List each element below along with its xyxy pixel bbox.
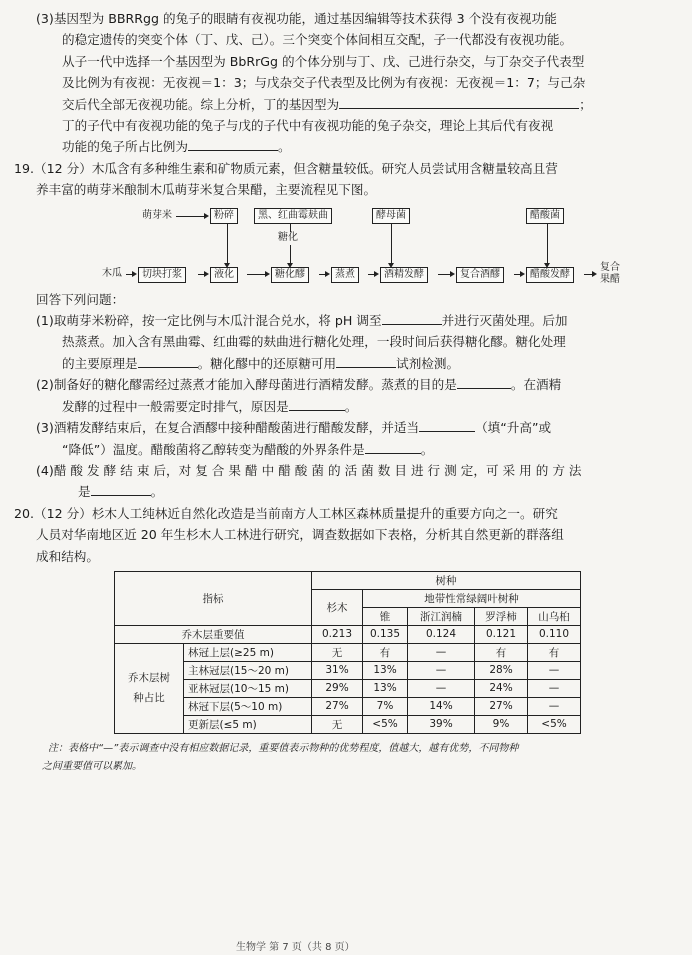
table-row [115,679,581,697]
table-cell: 无 [312,715,363,733]
text-segment: 。 [150,484,164,500]
table-row [115,625,581,643]
answer-blank[interactable] [339,96,579,109]
table-cell: 39% [408,715,475,733]
question-header: 19.（12 分）木瓜含有多种维生素和矿物质元素，但含糖量较低。研究人员尝试用含糖量较高且营 [14,160,558,176]
flow-box-liquefy: 液化 [210,267,238,283]
text-line [14,353,682,374]
text-segment: 发酵的过程中一般需要定时排气，原因是 [62,398,289,414]
flow-box-saccharified-mash: 糖化醪 [271,267,309,283]
answer-blank[interactable] [289,398,345,411]
text-segment: 。在酒精 [510,377,562,393]
table-cell: 29% [312,679,363,697]
survey-data-table [114,571,581,734]
text-line: 交后代全部无夜视功能。综上分析，丁的基因型为 ； [62,96,592,112]
sub-question-4: (4)醋 酸 发 酵 结 束 后，对 复 合 果 醋 中 醋 酸 菌 的 活 菌 数 目 进 行 测 定，可 采 用 的 方 法 [36,462,582,478]
species-header: 锥 [363,607,408,625]
flow-arrow [391,224,392,264]
flow-box-koji: 黑、红曲霉麸曲 [254,208,332,224]
answer-blank[interactable] [419,419,475,432]
question-header: 20.（12 分）杉木人工纯林近自然化改造是当前南方人工林区森林质量提升的重要方向之一。研究 [14,505,558,521]
flow-arrowhead [450,271,455,277]
table-cell: 0.110 [528,625,581,643]
flow-arrow [547,224,548,264]
flow-arrowhead [265,271,270,277]
flow-arrowhead [520,271,525,277]
table-cell: 14% [408,697,475,715]
flow-arrowhead [374,271,379,277]
flow-label-saccharify: 糖化 [278,231,298,243]
text-segment: (3)酒精发酵结束后，在复合酒醪中接种醋酸菌进行醋酸发酵，并适当 [36,420,420,436]
table-cell: 13% [363,679,408,697]
text-line: 从子一代中选择一个基因型为 BbRrGg 的个体分别与丁、戊、己进行杂交，与丁杂交子代表型 [62,53,585,69]
layer-label: 主林冠层(15～20 m) [184,661,312,679]
text-segment: （填“升高”或 [475,420,552,436]
question-20 [14,503,682,776]
table-note: 之间重要值可以累加。 [42,760,142,772]
answer-blank[interactable] [365,441,421,454]
q18-part3 [14,8,682,158]
text-line: 及比例为有夜视：无夜视＝1：3；与戊杂交子代表型及比例为有夜视：无夜视＝1：7；与己杂 [62,75,586,91]
table-cell: 0.213 [312,625,363,643]
text-line: 功能的兔子所占比例为 。 [62,139,291,155]
table-cell: — [528,697,581,715]
layer-label: 林冠上层(≥25 m) [184,643,312,661]
table-cell: <5% [363,715,408,733]
text-line: (3)基因型为 BBRRgg 的兔子的眼睛有夜视功能，通过基因编辑等技术获得 3 个没有夜视功能 [36,11,557,26]
table-cell: 9% [475,715,528,733]
process-flow-diagram [14,203,682,285]
text-line: 丁的子代中有夜视功能的兔子与戊的子代中有夜视功能的兔子杂交，理论上其后代有夜视 [62,118,554,134]
sub-question-3 [14,417,682,438]
flow-box-compound-mash: 复合酒醪 [456,267,504,283]
table-cell: — [528,661,581,679]
answer-intro: 回答下列问题： [36,291,125,307]
text-segment: 。 [344,398,358,414]
question-19 [14,158,682,503]
table-header-indicator: 指标 [115,571,312,625]
species-header: 山乌桕 [528,607,581,625]
table-note: 注：表格中“—”表示调查中没有相应数据记录，重要值表示物种的优势程度，值越大，越有优势，不同物种 [48,742,519,754]
table-cell: 13% [363,661,408,679]
text-segment: “降低”）温度。醋酸菌将乙醇转变为醋酸的外界条件是 [62,441,365,457]
table-cell: 无 [312,643,363,661]
question-header: 成和结构。 [36,548,99,564]
text-segment: (1)取萌芽米粉碎，按一定比例与木瓜汁混合兑水，将 pH 调至 [36,313,382,329]
flow-arrowhead [132,271,137,277]
group-label [115,643,184,733]
flow-box-acetic-bacteria: 醋酸菌 [526,208,564,224]
flow-arrow [227,224,228,264]
flow-end-label: 复合 [600,261,620,273]
flow-box-acetic-fermentation: 醋酸发酵 [526,267,574,283]
question-header: 养丰富的萌芽米酿制木瓜萌芽米复合果醋，主要流程见下图。 [36,182,377,198]
sub-question-1 [14,310,682,331]
flow-box-grind: 粉碎 [210,208,238,224]
table-cell: — [408,643,475,661]
species-header: 浙江润楠 [408,607,475,625]
flow-arrow [247,274,267,275]
answer-blank[interactable] [188,138,278,151]
table-cell: — [528,679,581,697]
answer-blank[interactable] [336,355,396,368]
text-segment: 。糖化醪中的还原糖可用 [197,355,337,371]
answer-blank[interactable] [91,483,151,496]
layer-label: 亚林冠层(10～15 m) [184,679,312,697]
text-line [14,396,682,417]
text-segment: 。 [420,441,434,457]
flow-start-papaya: 木瓜 [102,267,122,279]
text-segment: 功能的兔子所占比例为 [62,139,188,155]
group-label-line: 种占比 [133,692,165,705]
table-cell: — [408,661,475,679]
page-footer: 生物学 第 7 页（共 8 页） [236,942,355,953]
table-row [115,643,581,661]
group-label-line: 乔木层树 [128,672,170,685]
text-line: 的稳定遗传的突变个体（丁、戊、己）。三个突变个体间相互交配，子一代都没有夜视功能。 [62,32,573,48]
table-cell: 7% [363,697,408,715]
text-segment: 交后代全部无夜视功能。综上分析，丁的基因型为 [62,96,340,112]
flow-start-sprouted-rice: 萌芽米 [142,209,172,221]
table-cell: 0.124 [408,625,475,643]
table-cell: 有 [475,643,528,661]
table-header-broadleaf: 地带性常绿阔叶树种 [363,589,581,607]
table-row [115,715,581,733]
table-cell: 有 [528,643,581,661]
table-cell: 27% [312,697,363,715]
text-line [14,439,682,460]
text-line: 热蒸煮。加入含有黑曲霉、红曲霉的麸曲进行糖化处理，一段时间后获得糖化醪。糖化处理 [62,334,566,350]
text-line [14,481,682,502]
layer-label: 林冠下层(5～10 m) [184,697,312,715]
table-header-species: 树种 [312,571,581,589]
table-cell: 24% [475,679,528,697]
table-cell: 有 [363,643,408,661]
table-cell: — [408,679,475,697]
flow-end-label: 果醋 [600,273,620,285]
table-row [115,661,581,679]
table-row [115,697,581,715]
flow-arrow [176,216,206,217]
flow-arrow [290,245,291,264]
importance-label: 乔木层重要值 [115,625,312,643]
sub-question-2 [14,374,682,395]
species-header: 罗浮柿 [475,607,528,625]
text-segment: 是 [78,484,91,500]
flow-box-cut-pulp: 切块打浆 [138,267,186,283]
question-header: 人员对华南地区近 20 年生杉木人工林进行研究，调查数据如下表格，分析其自然更新的群落组 [36,527,564,543]
flow-box-steam: 蒸煮 [331,267,359,283]
answer-blank[interactable] [382,312,442,325]
layer-label: 更新层(≤5 m) [184,715,312,733]
text-segment: (2)制备好的糖化醪需经过蒸煮才能加入酵母菌进行酒精发酵。蒸煮的目的是 [36,377,457,393]
species-fir: 杉木 [312,589,363,625]
table-cell: 0.121 [475,625,528,643]
answer-blank[interactable] [457,376,511,389]
table-cell: 28% [475,661,528,679]
table-cell: 31% [312,661,363,679]
flow-box-alcohol-fermentation: 酒精发酵 [380,267,428,283]
flow-box-yeast: 酵母菌 [372,208,410,224]
flow-arrowhead [592,271,597,277]
table-cell: <5% [528,715,581,733]
flow-arrowhead [204,213,209,219]
text-segment: 并进行灭菌处理。后加 [441,313,568,329]
text-segment: 的主要原理是 [62,355,138,371]
flow-arrowhead [204,271,209,277]
answer-blank[interactable] [138,355,198,368]
table-cell: 27% [475,697,528,715]
flow-arrowhead [325,271,330,277]
text-segment: 试剂检测。 [396,355,460,371]
table-cell: 0.135 [363,625,408,643]
